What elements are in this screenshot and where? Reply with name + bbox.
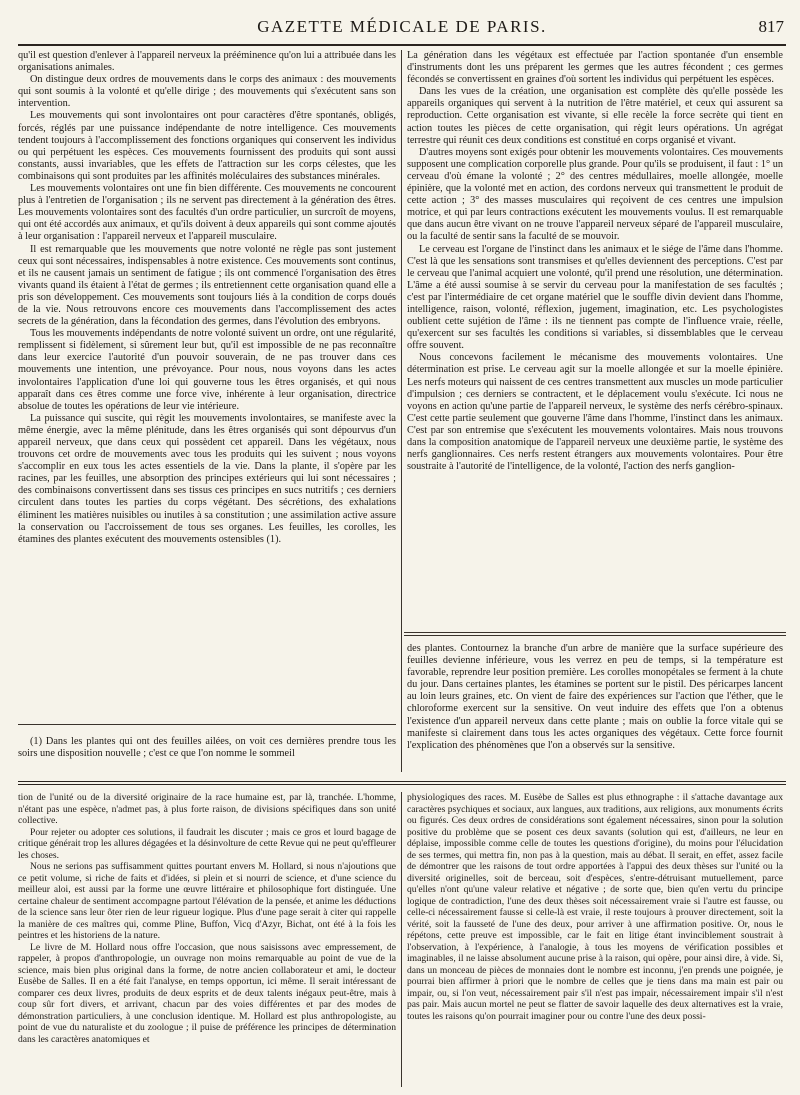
paragraph: physiologiques des races. M. Eusèbe de Salles est plus ethnographe : il s'attache davantage aux caractères psychiques et sociaux, aux langues, aux traditions, aux religions, aux monuments écrits ou figurés. Ces deux ordres de considérations sont également nécessaires, sinon pour la solution positive du problème que se posent ces deux savants (solution qui est, d'ailleurs, ne leur en déplaise, impossible comme celle de toutes les questions d'origine), du moins pour l'élucidation de ses termes, qui mettra fin, non pas à la question, mais au débat. Il serait, en effet, assez facile de démontrer que les raisons de tout ordre apportées à l'appui des deux thèses sur l'unité ou la diversité originelles, soit de berceau, soit d'espèces, s'entre-détruisant mutuellement, parce qu'elles n'ont qu'une valeur relative et négative ; de sorte que, bien qu'en vertu du principe logique de contradiction, l'une des deux thèses soit nécessairement vraie si l'autre est fausse, ou celle-ci nécessairement fausse si celle-là est vraie, il reste toujours à prouver directement, soit la vérité, soit la fausseté de l'une des deux, pour arriver à une affirmation positive. Or, nous le répétons, cette preuve est impossible, car le fait en litige étant invinciblement soustrait à l'observation, à l'expérience, à l'analogie, à tous les moyens de vérification possibles et imaginables, il ne laisse absolument aucune prise à la raison, qui opère, pour ainsi dire, à vide. Si, dans un monceau de pièces de monnaies dont le nombre est inconnu, j'en prends une poignée, je pourrai bien affirmer à priori que le nombre de celles que je tiens dans ma main est pair ou impair, ou, si l'on veut, nécessairement pair s'il n'est pas impair, nécessairement impair s'il n'est pas pair. Mais aucun mortel ne peut se flatter de savoir laquelle des deux alternatives est la vraie, toutes les raisons qu'on pourrait imaginer pour ou contre l'une des deux possi- [407,792,783,1022]
paragraph: qu'il est question d'enlever à l'appareil nerveux la prééminence qu'on lui a attribuée dans les organisations animales. [18,50,396,74]
paragraph: Le cerveau est l'organe de l'instinct dans les animaux et le siége de l'âme dans l'homme. C'est là que les sensations sont transmises et qu'elles deviennent des perceptions. C'est par le cerveau que l'animal acquiert une volonté, qu'il prend une résolution, une détermination. L'âme a été aussi soumise à se servir du cerveau pour la manifestation de ses facultés ; c'est par l'intermédiaire de cet organe matériel que le souffle divin devient dans l'homme, intelligence, raison, volonté, réflexion, jugement, imagination, etc. Les psychologistes oublient cette sujétion de l'âme : ils ne tiennent pas compte de l'influence vraie, réelle, qu'exercent sur ses facultés les conditions si variables, si dissemblables que le cerveau offre souvent. [407,243,783,352]
column-left [18,50,396,710]
paragraph: La génération dans les végétaux est effectuée par l'action spontanée d'un ensemble d'instruments dont les uns préparent les germes que les autres fécondent ; ces germes fécondés se convertissent en graines d'où sortent les individus qui perpétuent les espèces. [407,50,783,86]
footnote-rule [18,724,396,725]
paragraph: Le livre de M. Hollard nous offre l'occasion, que nous saisissons avec empressement, de rappeler, à propos d'anthropologie, un ouvrage non moins remarquable au point de vue de la science, mais bien plus original dans la forme, de notre ancien collaborateur et ami, le docteur Eusèbe de Salles. Il en a été fait l'analyse, en temps opportun, ici même. Il serait intéressant de comparer ces deux livres, produits de deux esprits et de deux talents inégaux peut-être, mais à coup sûr fort divers, et arrivant, chacun par des voies différentes et par des modes de démonstration particuliers, à une conclusion identique. M. Hollard est plus anthropologiste, au point de vue du naturaliste et du zoologue ; il puise de préférence les principes de détermination dans les caractères anatomiques et [18,941,396,1045]
paragraph: Nous concevons facilement le mécanisme des mouvements volontaires. Une détermination est prise. Le cerveau agit sur la moelle allongée et sur la moelle épinière. Les nerfs moteurs qui naissent de ces centres transmettent aux muscles un mode particulier d'impulsion ; ces derniers se contractent, et le déplacement voulu s'exécute. Ici nous ne voyons en action qu'une partie de l'appareil nerveux, le système des nerfs cérébro-spinaux. C'est cette partie seulement que gouverne l'âme dans l'homme, l'instinct dans les animaux. C'est par son entremise que s'exécutent les mouvements volontaires. Mais nous trouvons dans la composition anatomique de l'appareil nerveux une deuxième partie, le système des nerfs ganglionnaires. Ces nerfs restent étrangers aux mouvements volontaires. Pour être soustraite à l'autorité de l'intelligence, de la volonté, l'action des nerfs ganglion- [407,352,783,473]
paragraph: On distingue deux ordres de mouvements dans le corps des animaux : des mouvements qui sont soumis à la volonté et qu'elle dirige ; des mouvements qui s'exécutent sans son intervention. [18,74,396,110]
paragraph: Tous les mouvements indépendants de notre volonté suivent un ordre, ont une régularité, remplissent si fidèlement, si sûrement leur but, qu'il est impossible de ne pas reconnaître dans leur exercice l'autorité d'un pouvoir souverain, de ne pas trouver dans ces mouvements une intention, une prévoyance. Pour nous, nous voyons dans les actes involontaires l'application d'une loi qui gouverne tous les êtres organisés, et qui nous apparaît dans ces êtres comme une force vive, inhérente à leur organisation, directrice absolue de toutes les opérations de leur vie intérieure. [18,328,396,412]
footnote-continuation [407,643,783,772]
paragraph: Dans les vues de la création, une organisation est complète dès qu'elle possède les appareils organiques qui servent à la nutrition de l'être matériel, et ceux qui assurent sa reproduction. Cette organisation est vivante, si elle recèle la force secrète qui tient en action toutes les pièces de cette organisation, qui règit leurs opérations. Un agrégat terrestre qui réunit ces deux conditions est constitué en corps organisé et vivant. [407,86,783,146]
journal-title: GAZETTE MÉDICALE DE PARIS. [257,17,547,36]
column-right [407,50,783,622]
paragraph: D'autres moyens sont exigés pour obtenir les mouvements volontaires. Ces mouvements supposent une complication corporelle plus grande. Pour qu'ils se produisent, il faut : 1° un cerveau d'où émane la volonté ; 2° des centres médullaires, moelle allongée, moelle épinière, que la volonté met en action, des cordons nerveux qui transmettent le produit de cette action ; 3° des masses musculaires qui reçoivent de ces centres une impulsion motrice, et qui par leurs contractions exécutent les mouvements voulus. Il est remarquable que dans aucun être vivant on ne trouve l'appareil nerveux séparé de l'appareil musculaire, ou la faculté de sentir sans la faculté de se mouvoir. [407,146,783,243]
lower-column-left [18,792,396,1087]
page-number: 817 [758,17,784,36]
paragraph: Il est remarquable que les mouvements que notre volonté ne règle pas sont justement ceux qui sont nécessaires, indispensables à notre existence. Ces mouvements sont continus, et ils ne causent jamais un sentiment de fatigue ; ils ont commencé l'organisation des êtres vivants quand ils étaient à l'état de germes ; ils entretiennent cette organisation quand elle a pris son développement. Ces mouvements sont toujours liés à la condition de corps doués de la vie. Nous retrouvons encore ces mouvements dans l'accomplissement des actes secrets de la génération, dans la fécondation des germes, dans l'évolution des embryons. [18,243,396,328]
page-header [18,14,786,46]
section-rule [18,781,786,782]
paragraph: Les mouvements volontaires ont une fin bien différente. Ces mouvements ne concourent plus à l'entretien de l'organisation ; ils ne servent pas directement à la génération des êtres. Les mouvements volontaires sont des facultés d'un ordre particulier, un surcroît de moyens, qui ont été accordés aux animaux, et qu'ils doivent à deux appareils qui sont comme ajoutés à leur organisation : l'appareil nerveux et l'appareil musculaire. [18,183,396,243]
paragraph: Nous ne serions pas suffisamment quittes pourtant envers M. Hollard, si nous n'ajoutions que ce petit volume, si riche de faits et d'idées, si plein et si nourri de science, et d'une science du meilleur aloi, est aussi par la forme une œuvre littéraire et philosophique fort distinguée. Une certaine chaleur de sentiment accompagne partout l'élévation de la pensée, et anime les déductions de la science sans leur ôter rien de leur rigueur logique. Plus d'une page serait à citer qui rappelle la manière de ces maîtres qui, comme Pline, Buffon, Vicq d'Azyr, Bichat, ont été à la fois les peintres et les historiens de la nature. [18,861,396,941]
section-rule [18,784,786,785]
paragraph: Pour rejeter ou adopter ces solutions, il faudrait les discuter ; mais ce gros et lourd bagage de critique générait trop les allures dégagées et la désinvolture de cette Revue qui ne peut qu'effleurer les choses. [18,826,396,861]
paragraph: Les mouvements qui sont involontaires ont pour caractères d'être spontanés, obligés, forcés, réglés par une puissance indépendante de notre intelligence. Ces mouvements tendent toujours à l'accomplissement des fonctions organiques qui conservent les individus ou qui perpétuent les espèces. Ces mouvements fournissent des produits qui sont aussi constants, aussi invariables, que les effets de l'attraction sur les corps célestes, que les combinaisons qui sont produites par les affinités moléculaires des substances minérales. [18,110,396,182]
footnote-text: (1) Dans les plantes qui ont des feuilles ailées, on voit ces dernières prendre tous les soirs une disposition nouvelle ; c'est ce que l'on nomme le sommeil [18,736,396,760]
footnote [18,736,396,772]
paragraph: tion de l'unité ou de la diversité originaire de la race humaine est, par là, tranchée. L'homme, n'étant pas une espèce, n'admet pas, à plus forte raison, de divisions spécifiques dans son unité collective. [18,792,396,826]
lower-column-right [407,792,783,1087]
paragraph: des plantes. Contournez la branche d'un arbre de manière que la surface supérieure des feuilles devienne inférieure, vous les verrez en peu de temps, si la température est favorable, reprendre leur position première. Les corolles monopétales se ferment à la chute du jour. Dans certaines plantes, les étamines se portent sur le pistil. Des péricarpes lancent au loin leurs graines, etc. On vient de faire des expériences sur l'action que l'éther, que le chloroforme exercent sur la sensitive. On veut induire des effets que l'on a obtenus l'existence d'un appareil nerveux dans cette plante ; mais on oublie la force vitale qui se manifeste si clairement dans tous les actes organiques des végétaux. Cette force fournit l'explication des phénomènes que l'on a observés sur la sensitive. [407,643,783,751]
column-divider [401,50,402,772]
paragraph: La puissance qui suscite, qui règit les mouvements involontaires, se manifeste avec la même énergie, avec la même plénitude, dans les êtres organisés qui sont dépourvus d'un appareil nerveux, que dans ceux qui possèdent cet appareil. Dans les végétaux, nous trouvons cet ordre de mouvements avec tous les produits qui les suivent ; nous voyons s'accomplir en eux tous les actes essentiels de la vie. Dans la plante, il s'opère par les racines, par les feuilles, une absorption des principes extérieurs qui lui sont nécessaires ; des combinaisons convertissent dans ses tissus ces principes en sucs nutritifs ; ces derniers circulent dans toutes les parties du corps végétant. Des sécrétions, des exhalations éliminent les matières nuisibles ou inutiles à sa constitution ; une assimilation active assure la conservation ou l'accroissement de tous ses organes. Les feuilles, les corolles, les étamines des plantes exécutent des mouvements ostensibles (1). [18,412,396,545]
column-divider [401,792,402,1087]
section-rule [404,635,786,636]
section-rule [404,632,786,633]
